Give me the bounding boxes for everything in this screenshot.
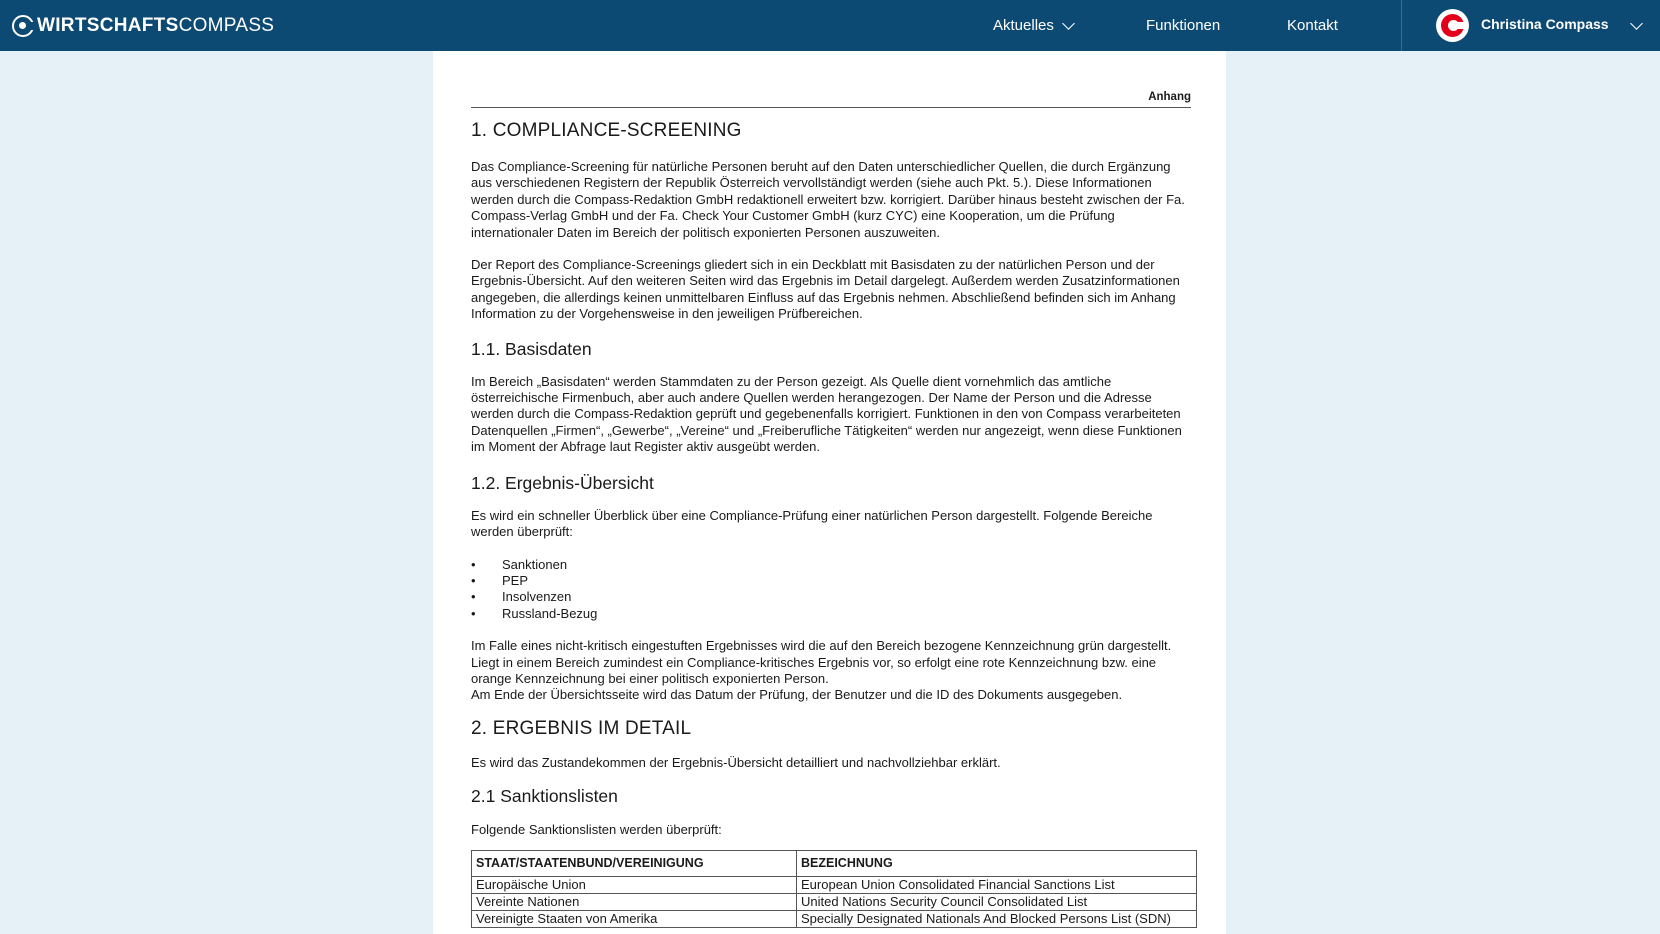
user-menu[interactable]	[1436, 9, 1641, 42]
heading-ergebnis-im-detail: 2. ERGEBNIS IM DETAIL	[471, 717, 692, 739]
paragraph-detail: Es wird das Zustandekommen der Ergebnis-Übersicht detailliert und nachvollziehbar erklärt.	[471, 754, 1001, 770]
table-row	[472, 910, 1197, 927]
chevron-down-icon	[1062, 17, 1075, 30]
sanctions-table	[471, 850, 1197, 928]
column-header-staat: STAAT/STAATENBUND/VEREINIGUNG	[472, 850, 797, 876]
user-avatar-icon	[1436, 9, 1469, 42]
table-header-row	[472, 850, 1197, 876]
paragraph-report: Der Report des Compliance-Screenings gliedert sich in ein Deckblatt mit Basisdaten zu der natürlichen Person und der Ergebnis-Übersicht. Auf den weiteren Seiten wird das Ergebnis im Detail dargelegt. Außerdem werden Zusatzinformationen angegeben, die allerdings keinen unmittelbaren Einfluss auf das Ergebnis nehmen. Abschließend befinden sich im Anhang Information zu der Vorgehensweise in den jeweiligen Prüfbereichen.	[471, 257, 1180, 322]
nav-aktuelles[interactable]	[993, 0, 1073, 51]
list-item: • Sanktionen	[471, 557, 1191, 573]
wirtschaftscompass-logo[interactable]	[12, 13, 274, 39]
list-item: • Russland-Bezug	[471, 606, 1191, 622]
header-divider	[1401, 0, 1402, 51]
document-content	[471, 91, 1191, 926]
paragraph-ergebnis: Es wird ein schneller Überblick über eine Compliance-Prüfung einer natürlichen Person dargestellt. Folgende Bereiche werden überprüft:	[471, 507, 1153, 540]
list-item: • PEP	[471, 573, 1191, 589]
table-row	[472, 876, 1197, 893]
table-cell: Vereinigte Staaten von Amerika	[472, 910, 797, 927]
document-page	[433, 51, 1226, 934]
nav-funktionen-label: Funktionen	[1146, 17, 1221, 34]
nav-funktionen[interactable]	[1146, 0, 1220, 51]
nav-aktuelles-label: Aktuelles	[993, 17, 1054, 34]
compass-logo-icon	[12, 15, 34, 37]
table-cell: Specially Designated Nationals And Blocked Persons List (SDN)	[797, 910, 1197, 927]
paragraph-intro: Das Compliance-Screening für natürliche Personen beruht auf den Daten unterschiedlicher Quellen, die durch Ergänzung aus verschiedenen Registern der Republik Österreich vervollständigt werden (siehe auch Pkt. 5.). Diese Informationen werden durch die Compass-Redaktion GmbH redaktionell erweitert bzw. korrigiert. Darüber hinaus besteht zwischen der Fa. Compass-Verlag GmbH und der Fa. Check Your Customer GmbH (kurz CYC) eine Kooperation, um die Prüfung internationaler Daten im Bereich der politisch exponierten Personen auszuweiten.	[471, 159, 1185, 240]
section-tag: Anhang	[471, 91, 1191, 108]
top-navigation-bar	[0, 0, 1660, 51]
logo-text-light: COMPASS	[178, 15, 275, 36]
table-cell: United Nations Security Council Consolidated List	[797, 893, 1197, 910]
nav-kontakt-label: Kontakt	[1287, 17, 1338, 34]
column-header-bezeichnung: BEZEICHNUNG	[797, 850, 1197, 876]
logo-text-bold: WIRTSCHAFTS	[37, 15, 179, 36]
heading-ergebnis-uebersicht: 1.2. Ergebnis-Übersicht	[471, 472, 654, 493]
checked-areas-list	[471, 557, 1191, 623]
nav-kontakt[interactable]	[1287, 0, 1338, 51]
paragraph-sanktionslisten: Folgende Sanktionslisten werden überprüft:	[471, 822, 722, 838]
heading-compliance-screening: 1. COMPLIANCE-SCREENING	[471, 120, 742, 141]
heading-basisdaten: 1.1. Basisdaten	[471, 338, 592, 359]
table-cell: Vereinte Nationen	[472, 893, 797, 910]
chevron-down-icon	[1630, 17, 1643, 30]
user-name: Christina Compass	[1481, 15, 1609, 32]
list-item: • Insolvenzen	[471, 589, 1191, 605]
heading-sanktionslisten: 2.1 Sanktionslisten	[471, 786, 618, 807]
table-cell: European Union Consolidated Financial Sanctions List	[797, 876, 1197, 893]
table-row	[472, 893, 1197, 910]
table-cell: Europäische Union	[472, 876, 797, 893]
paragraph-uebersichtsseite: Am Ende der Übersichtsseite wird das Datum der Prüfung, der Benutzer und die ID des Dokuments ausgegeben.	[471, 687, 1123, 703]
paragraph-kennzeichnung: Im Falle eines nicht-kritisch eingestuften Ergebnisses wird die auf den Bereich bezogene Kennzeichnung grün dargestellt. Liegt in einem Bereich zumindest ein Compliance-kritisches Ergebnis vor, so erfolgt eine rote Kennzeichnung bzw. eine orange Kennzeichnung bei einer politisch exponierten Person.	[471, 638, 1172, 686]
paragraph-basisdaten: Im Bereich „Basisdaten“ werden Stammdaten zu der Person gezeigt. Als Quelle dient vornehmlich das amtliche österreichische Firmenbuch, aber auch andere Quellen werden herangezogen. Der Name der Person und die Adresse werden durch die Compass-Redaktion geprüft und gegebenenfalls korrigiert. Funktionen in den von Compass verarbeiteten Datenquellen „Firmen“, „Gewerbe“, „Vereine“ und „Freiberufliche Tätigkeiten“ werden nur angezeigt, wenn diese Funktionen im Moment der Abfrage laut Register aktiv ausgeübt werden.	[471, 373, 1182, 455]
